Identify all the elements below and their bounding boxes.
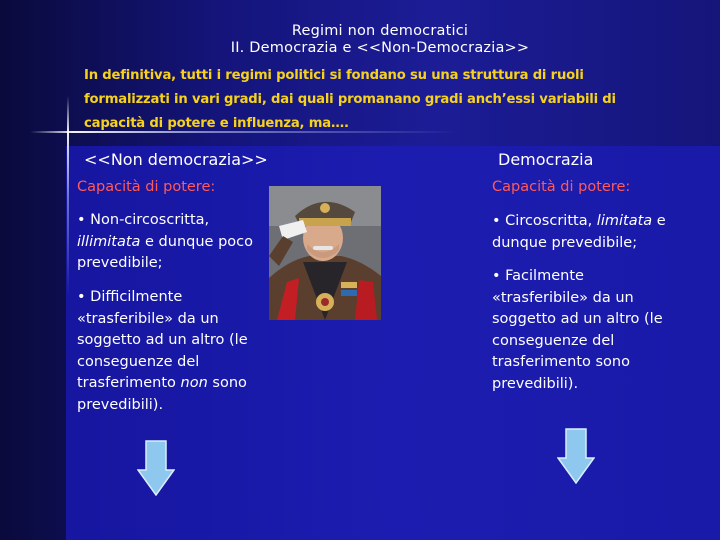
left-column-subheading: Capacità di potere: <box>77 179 216 195</box>
intro-line: In definitiva, tutti i regimi politici si fondano su una struttura di ruoli <box>84 68 584 83</box>
right-column-subheading: Capacità di potere: <box>492 179 631 195</box>
text-line: dunque prevedibile; <box>492 234 638 251</box>
intro-line: capacità di potere e influenza, ma…. <box>84 116 349 131</box>
text-line: prevedibili). <box>77 396 164 413</box>
text-line: soggetto ad un altro (le <box>492 311 663 328</box>
left-bullet-2 <box>77 287 272 417</box>
title-line-1: Regimi non democratici <box>291 23 469 39</box>
text-span: e dunque poco <box>140 233 253 250</box>
right-column-heading: Democrazia <box>498 150 594 169</box>
text-line: • Non-circoscritta, <box>77 212 210 228</box>
text-line: soggetto ad un altro (le <box>77 332 248 349</box>
text-line: «trasferibile» da un <box>77 310 219 327</box>
text-line <box>77 373 272 395</box>
officer-photo <box>269 186 381 320</box>
intro-line: formalizzati in vari gradi, dai quali promanano gradi anch’essi variabili di <box>84 92 616 107</box>
down-arrow-icon <box>137 440 175 496</box>
italic-word: non <box>180 375 208 392</box>
text-span: • Circoscritta, <box>492 213 597 229</box>
left-bullet-1 <box>77 210 272 275</box>
title-line-2: II. Democrazia e <<Non-Democrazia>> <box>230 40 530 56</box>
left-column-heading: <<Non democrazia>> <box>84 150 268 169</box>
text-line: conseguenze del <box>492 332 615 349</box>
italic-word: illimitata <box>77 233 141 250</box>
text-line: • Difficilmente <box>77 289 183 305</box>
italic-word: limitata <box>596 213 653 229</box>
intro-paragraph <box>84 64 684 136</box>
text-line <box>492 211 692 233</box>
text-line: «trasferibile» da un <box>492 289 634 306</box>
down-arrow-icon <box>557 428 595 484</box>
text-line: prevedibili). <box>492 375 579 392</box>
right-bullet-1 <box>492 211 692 254</box>
text-span: e <box>652 213 666 229</box>
text-span: sono <box>207 375 247 392</box>
decorative-vertical-line <box>67 96 69 296</box>
right-bullet-2 <box>492 266 692 396</box>
text-line: trasferimento sono <box>492 354 630 371</box>
text-line <box>77 232 272 254</box>
text-line: • Facilmente <box>492 268 584 284</box>
decorative-horizontal-line <box>30 131 460 133</box>
text-line: prevedibile; <box>77 255 163 272</box>
text-span: trasferimento <box>77 375 181 392</box>
text-line: conseguenze del <box>77 353 200 370</box>
